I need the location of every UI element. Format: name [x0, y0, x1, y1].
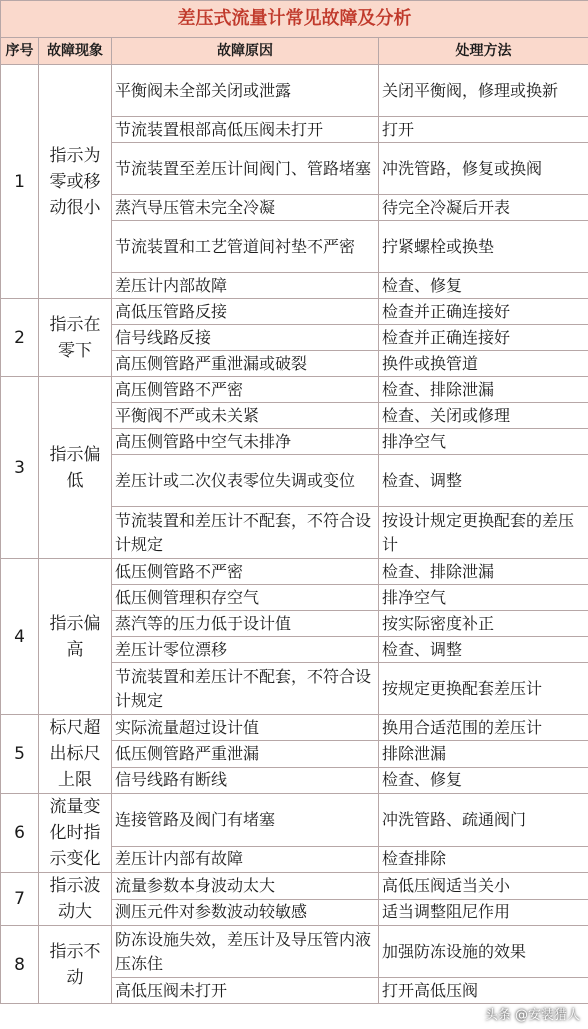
fault-cause: 差压计或二次仪表零位失调或变位	[112, 455, 379, 507]
fault-cause: 蒸汽等的压力低于设计值	[112, 611, 379, 637]
fix-method: 拧紧螺栓或换垫	[379, 221, 588, 273]
group-number: 6	[1, 794, 39, 873]
fix-method: 检查、排除泄漏	[379, 377, 588, 403]
fault-cause: 高低压管路反接	[112, 299, 379, 325]
fix-method: 排除泄漏	[379, 741, 588, 767]
group-number: 2	[1, 299, 39, 377]
header-phenomenon: 故障现象	[39, 38, 112, 65]
fix-method: 打开高低压阀	[379, 978, 588, 1004]
group-number: 7	[1, 873, 39, 926]
group-number: 3	[1, 377, 39, 559]
fault-cause: 平衡阀不严或未关紧	[112, 403, 379, 429]
group-number: 8	[1, 926, 39, 1004]
fault-cause: 节流装置和差压计不配套，不符合设计规定	[112, 507, 379, 559]
fault-cause: 节流装置和差压计不配套，不符合设计规定	[112, 663, 379, 715]
table-title: 差压式流量计常见故障及分析	[1, 1, 588, 38]
fix-method: 检查、关闭或修理	[379, 403, 588, 429]
fix-method: 检查、修复	[379, 273, 588, 299]
fault-cause: 蒸汽导压管未完全冷凝	[112, 195, 379, 221]
table-row	[1, 715, 588, 741]
fix-method: 按实际密度补正	[379, 611, 588, 637]
fix-method: 检查、调整	[379, 455, 588, 507]
fix-method: 冲洗管路，修复或换阀	[379, 143, 588, 195]
watermark: 头条 @安装猎人	[484, 1008, 580, 1023]
fault-cause: 节流装置和工艺管道间衬垫不严密	[112, 221, 379, 273]
fix-method: 冲洗管路、疏通阀门	[379, 794, 588, 847]
table-row	[1, 873, 588, 900]
group-number: 4	[1, 559, 39, 715]
fault-cause: 信号线路有断线	[112, 767, 379, 793]
fix-method: 检查、排除泄漏	[379, 559, 588, 585]
fault-cause: 节流装置至差压计间阀门、管路堵塞	[112, 143, 379, 195]
fault-cause: 高压侧管路严重泄漏或破裂	[112, 351, 379, 377]
table-row	[1, 794, 588, 847]
fault-cause: 低压侧管路不严密	[112, 559, 379, 585]
fault-phenomenon: 指示为零或移动很小	[39, 65, 112, 299]
table-row	[1, 377, 588, 403]
table-body	[1, 65, 588, 1004]
fix-method: 适当调整阻尼作用	[379, 899, 588, 926]
table-row	[1, 926, 588, 978]
fix-method: 加强防冻设施的效果	[379, 926, 588, 978]
fault-cause: 差压计内部故障	[112, 273, 379, 299]
fix-method: 排净空气	[379, 429, 588, 455]
fix-method: 高低压阀适当关小	[379, 873, 588, 900]
fault-phenomenon: 流量变化时指示变化	[39, 794, 112, 873]
fix-method: 打开	[379, 117, 588, 143]
header-index: 序号	[1, 38, 39, 65]
fault-cause: 低压侧管路严重泄漏	[112, 741, 379, 767]
fix-method: 检查排除	[379, 846, 588, 872]
fault-cause: 防冻设施失效，差压计及导压管内液压冻住	[112, 926, 379, 978]
fix-method: 关闭平衡阀，修理或换新	[379, 65, 588, 117]
table-row	[1, 65, 588, 117]
fault-cause: 节流装置根部高低压阀未打开	[112, 117, 379, 143]
fault-cause: 差压计零位漂移	[112, 637, 379, 663]
fault-cause: 高低压阀未打开	[112, 978, 379, 1004]
fault-phenomenon: 指示偏高	[39, 559, 112, 715]
fault-cause: 差压计内部有故障	[112, 846, 379, 872]
header-method: 处理方法	[379, 38, 588, 65]
fault-phenomenon: 指示波动大	[39, 873, 112, 926]
fault-cause: 信号线路反接	[112, 325, 379, 351]
fault-phenomenon: 指示在零下	[39, 299, 112, 377]
fix-method: 待完全冷凝后开表	[379, 195, 588, 221]
fix-method: 换用合适范围的差压计	[379, 715, 588, 741]
fault-cause: 实际流量超过设计值	[112, 715, 379, 741]
fault-phenomenon: 指示偏低	[39, 377, 112, 559]
fault-cause: 平衡阀未全部关闭或泄露	[112, 65, 379, 117]
group-number: 1	[1, 65, 39, 299]
fix-method: 检查、调整	[379, 637, 588, 663]
fault-phenomenon: 标尺超出标尺上限	[39, 715, 112, 794]
fault-cause: 高压侧管路不严密	[112, 377, 379, 403]
fix-method: 检查并正确连接好	[379, 299, 588, 325]
header-cause: 故障原因	[112, 38, 379, 65]
fix-method: 按设计规定更换配套的差压计	[379, 507, 588, 559]
fix-method: 检查并正确连接好	[379, 325, 588, 351]
fault-cause: 低压侧管理积存空气	[112, 585, 379, 611]
fault-phenomenon: 指示不动	[39, 926, 112, 1004]
fix-method: 排净空气	[379, 585, 588, 611]
fault-cause: 测压元件对参数波动较敏感	[112, 899, 379, 926]
table-row	[1, 299, 588, 325]
fix-method: 换件或换管道	[379, 351, 588, 377]
fix-method: 检查、修复	[379, 767, 588, 793]
table-row	[1, 559, 588, 585]
group-number: 5	[1, 715, 39, 794]
fault-cause: 高压侧管路中空气未排净	[112, 429, 379, 455]
fix-method: 按规定更换配套差压计	[379, 663, 588, 715]
fault-cause: 流量参数本身波动太大	[112, 873, 379, 900]
fault-cause: 连接管路及阀门有堵塞	[112, 794, 379, 847]
